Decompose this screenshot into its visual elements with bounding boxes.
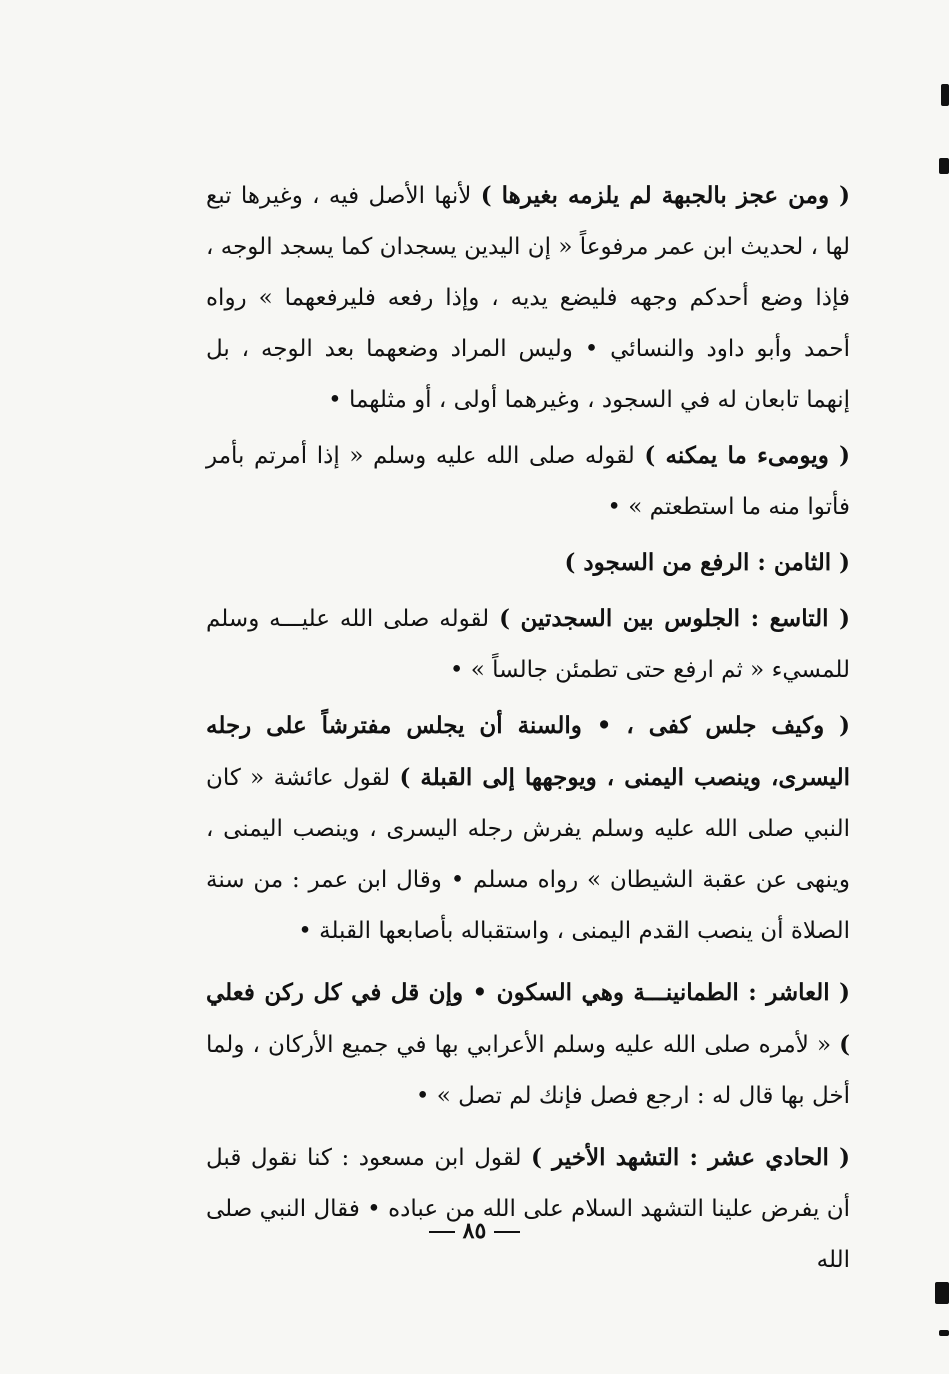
paragraph-heading: ( وكيف جلس كفى ، • والسنة أن يجلس مفترشاً على رجله اليسرى، وينصب اليمنى ، ويوجهها إلى القبلة ) (206, 712, 850, 791)
paragraph (206, 1132, 850, 1286)
paragraph-body: لقوله صلى الله عليـــه وسلم للمسيء « ثم ارفع حتى تطمئن جالساً » • (206, 606, 850, 683)
paragraph-heading: ( التاسع : الجلوس بين السجدتين ) (499, 605, 850, 632)
paragraph-heading: ( العاشر : الطمانينـــة وهي السكون • وإن قل في كل ركن فعلي ) (206, 979, 850, 1058)
scan-edge-mark-lower (935, 1282, 949, 1304)
scan-edge-mark-bottom (939, 1330, 949, 1336)
paragraph-heading: ( ومن عجز بالجبهة لم يلزمه بغيرها ) (480, 182, 851, 209)
paragraph-body: « لأمره صلى الله عليه وسلم الأعرابي بها في جميع الأركان ، ولما أخل بها قال له : ارجع فصل فإنك لم تصل » • (206, 1032, 850, 1109)
paragraph (206, 430, 850, 533)
paragraph-heading: ( الحادي عشر : التشهد الأخير ) (531, 1144, 850, 1171)
page-number-dash-left (429, 1231, 455, 1233)
page-number (0, 1218, 949, 1244)
paragraph-body: لقوله صلى الله عليه وسلم « إذا أمرتم بأمر فأتوا منه ما استطعتم » • (206, 443, 850, 520)
main-text (206, 170, 850, 1290)
paragraph-body: لأنها الأصل فيه ، وغيرها تبع لها ، لحديث ابن عمر مرفوعاً « إن اليدين يسجدان كما يسجد الوجه ، فإذا وضع أحدكم وجهه فليضع يديه ، وإذا رفعه فليرفعهما » رواه أحمد وأبو داود والنسائي • وليس المراد وضعهما بعد الوجه ، بل إنهما تابعان له في السجود ، وغيرهما أولى ، أو مثلهما • (206, 183, 850, 413)
paragraph-body: لقول ابن مسعود : كنا نقول قبل أن يفرض علينا التشهد السلام على الله من عباده • فقال النبي صلى الله (206, 1145, 850, 1273)
page-number-dash-right (494, 1231, 520, 1233)
scan-edge-mark-top (941, 84, 949, 106)
paragraph (206, 967, 850, 1122)
page-number-value: ٨٥ (462, 1218, 487, 1244)
paragraph (206, 537, 850, 589)
paragraph-heading: ( الثامن : الرفع من السجود ) (564, 549, 850, 576)
paragraph (206, 170, 850, 426)
paragraph (206, 700, 850, 957)
paragraph-heading: ( ويومىء ما يمكنه ) (644, 442, 850, 469)
paragraph-body: لقول عائشة « كان النبي صلى الله عليه وسلم يفرش رجله اليسرى ، وينصب اليمنى ، وينهى عن عقبة الشيطان » رواه مسلم • وقال ابن عمر : من سنة الصلاة أن ينصب القدم اليمنى ، واستقباله بأصابعها القبلة • (206, 765, 850, 944)
scan-edge-mark-upper (939, 158, 949, 174)
paragraph (206, 593, 850, 696)
